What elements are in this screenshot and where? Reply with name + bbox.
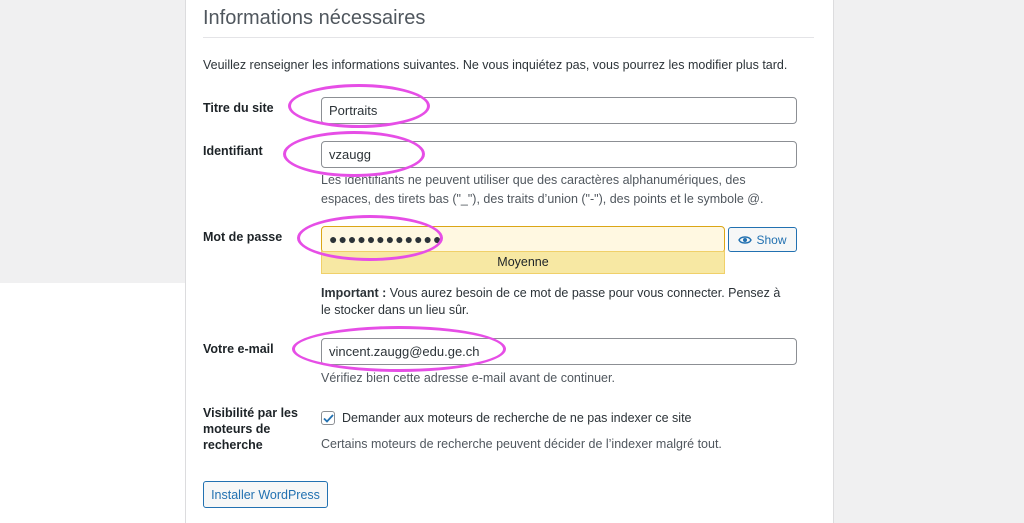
visibility-label-line2: moteurs de	[203, 422, 271, 436]
search-visibility-checkbox[interactable]	[321, 411, 335, 425]
checkmark-icon	[323, 414, 334, 423]
important-text: Vous aurez besoin de ce mot de passe pour vous connecter. Pensez à	[386, 286, 781, 300]
password-input[interactable]: ●●●●●●●●●●●●	[321, 226, 725, 253]
intro-text: Veuillez renseigner les informations suivantes. Ne vous inquiétez pas, vous pourrez les modifier plus tard.	[203, 58, 788, 72]
password-label: Mot de passe	[203, 230, 283, 244]
site-title-label: Titre du site	[203, 101, 274, 115]
show-password-button[interactable]	[728, 227, 797, 252]
username-help-line1: Les identifiants ne peuvent utiliser que des caractères alphanumériques, des	[321, 173, 746, 187]
install-wordpress-button[interactable]: Installer WordPress	[203, 481, 328, 508]
eye-icon	[738, 235, 752, 245]
search-visibility-checkbox-label[interactable]: Demander aux moteurs de recherche de ne pas indexer ce site	[342, 411, 692, 425]
divider	[203, 37, 814, 38]
username-help-line2: espaces, des tirets bas ("_"), des traits d’union ("-"), des points et le symbole @.	[321, 192, 764, 206]
email-label: Votre e-mail	[203, 342, 274, 356]
username-label: Identifiant	[203, 144, 263, 158]
email-input[interactable]: vincent.zaugg@edu.ge.ch	[321, 338, 797, 365]
show-password-label: Show	[756, 232, 787, 247]
site-title-input[interactable]: Portraits	[321, 97, 797, 124]
email-help: Vérifiez bien cette adresse e-mail avant de continuer.	[321, 371, 615, 385]
visibility-label-line1: Visibilité par les	[203, 406, 298, 420]
visibility-label-line3: recherche	[203, 438, 263, 452]
background-panel	[0, 283, 185, 523]
page-title: Informations nécessaires	[203, 7, 426, 29]
important-prefix: Important :	[321, 286, 387, 300]
username-input[interactable]: vzaugg	[321, 141, 797, 168]
password-important-note-line2: le stocker dans un lieu sûr.	[321, 303, 469, 317]
password-strength-meter: Moyenne	[321, 251, 725, 274]
search-visibility-note: Certains moteurs de recherche peuvent décider de l’indexer malgré tout.	[321, 437, 722, 451]
